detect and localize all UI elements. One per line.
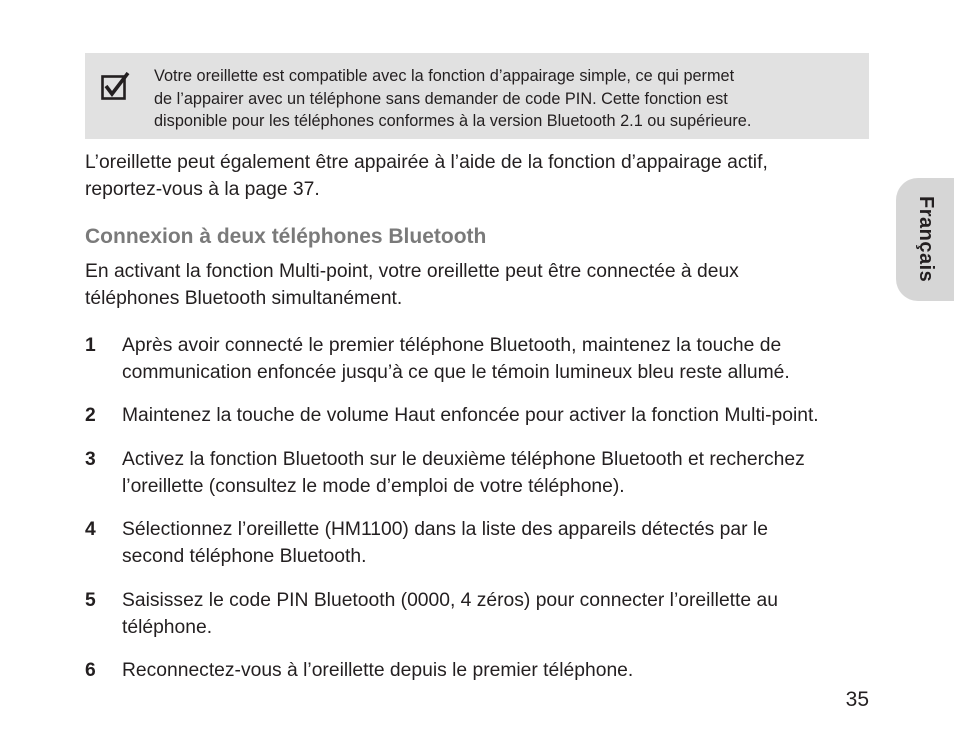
note-line: disponible pour les téléphones conformes à la version Bluetooth 2.1 ou supérieure. [154,112,752,130]
section-line: téléphones Bluetooth simultanément. [85,287,403,309]
section-line: En activant la fonction Multi-point, votre oreillette peut être connectée à deux [85,261,739,282]
step-line: Activez la fonction Bluetooth sur le deuxième téléphone Bluetooth et recherchez [122,449,805,470]
step-number: 1 [85,335,96,356]
step-number: 2 [85,405,96,426]
step-text [122,333,872,386]
intro-line: L’oreillette peut également être appairée à l’aide de la fonction d’appairage actif, [85,152,768,173]
step-line: Sélectionnez l’oreillette (HM1100) dans la liste des appareils détectés par le [122,519,768,540]
step-number: 3 [85,449,96,470]
step-text [122,447,872,500]
step-line: Maintenez la touche de volume Haut enfoncée pour activer la fonction Multi-point. [122,405,819,426]
intro-paragraph [85,150,860,203]
step-line: second téléphone Bluetooth. [122,545,367,567]
note-text [154,65,854,133]
step-text [122,588,872,641]
page-number: 35 [845,688,869,711]
note-line: de l’appairer avec un téléphone sans demander de code PIN. Cette fonction est [154,89,728,108]
step-line: communication enfoncée jusqu’à ce que le témoin lumineux bleu reste allumé. [122,361,790,383]
step-text [122,517,872,570]
language-tab-label: Français [915,196,937,283]
checkbox-check-icon [101,72,131,102]
step-line: Saisissez le code PIN Bluetooth (0000, 4 zéros) pour connecter l’oreillette au [122,590,778,611]
step-number: 4 [85,519,96,540]
step-line: Reconnectez-vous à l’oreillette depuis le premier téléphone. [122,660,634,681]
note-line: Votre oreillette est compatible avec la fonction d’appairage simple, ce qui permet [154,67,735,85]
step-line: l’oreillette (consultez le mode d’emploi de votre téléphone). [122,475,625,497]
step-line: téléphone. [122,616,213,638]
note-box [85,53,869,139]
step-line: Après avoir connecté le premier téléphone Bluetooth, maintenez la touche de [122,335,782,356]
intro-line: reportez-vous à la page 37. [85,178,320,200]
section-paragraph [85,259,860,312]
step-text [122,658,872,685]
section-heading: Connexion à deux téléphones Bluetooth [85,225,487,248]
step-number: 5 [85,590,96,611]
step-text [122,403,872,430]
language-tab [896,178,954,301]
step-number: 6 [85,660,96,681]
